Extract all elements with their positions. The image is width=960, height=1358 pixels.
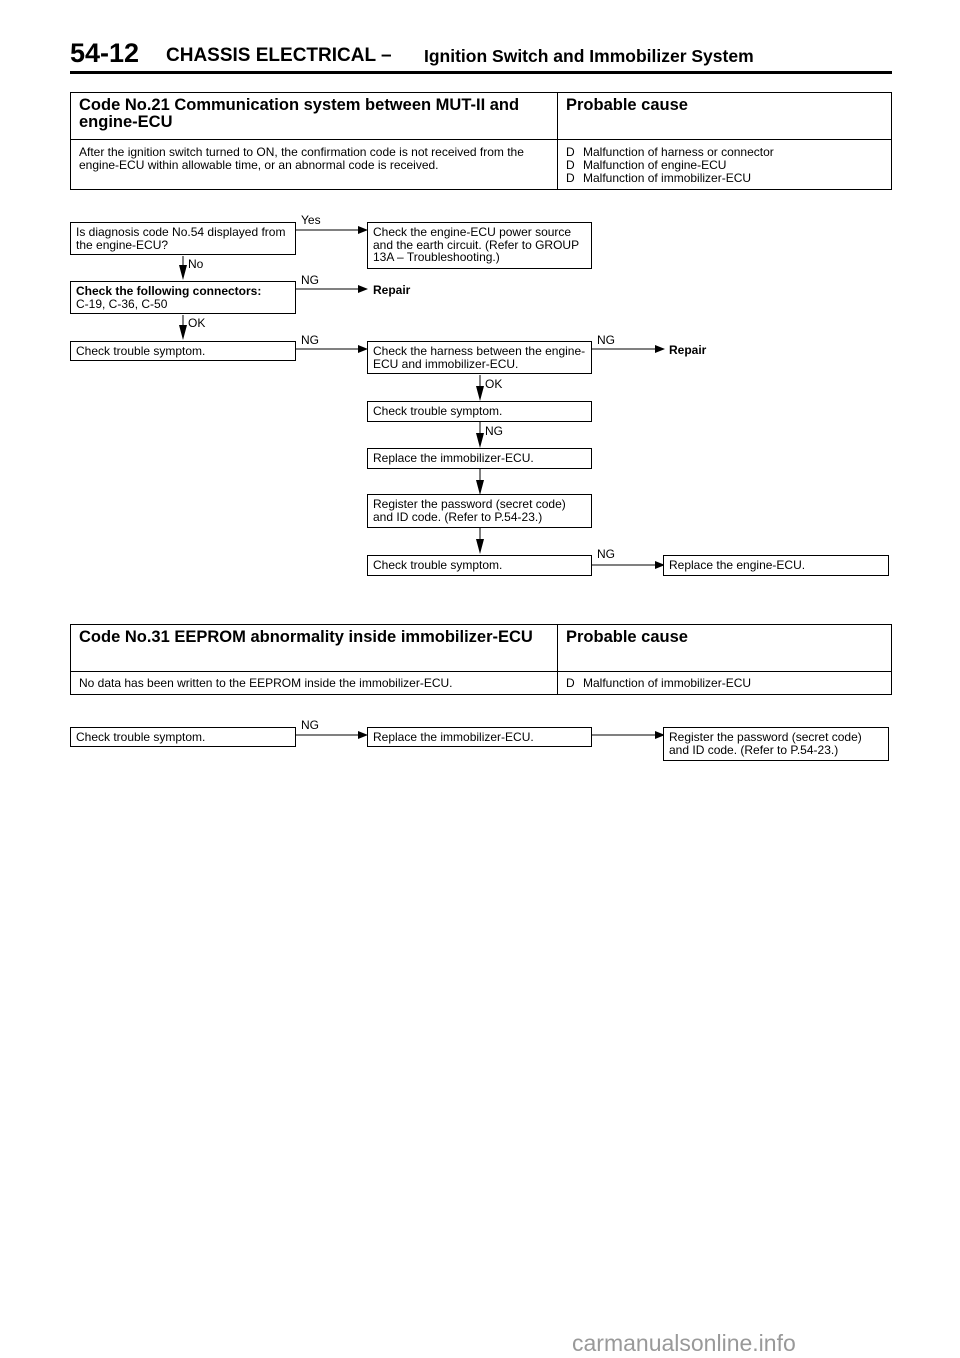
- action-text: Check the harness between the engine-ECU and immobilizer-ECU.: [373, 344, 586, 371]
- label-ok: OK: [188, 316, 206, 330]
- action-text: Check trouble symptom.: [373, 558, 503, 572]
- flow-check-power-source: [367, 222, 592, 269]
- cause-text: Malfunction of immobilizer-ECU: [583, 171, 752, 185]
- action-text: Check trouble symptom.: [373, 404, 503, 418]
- label-ng: NG: [597, 333, 615, 347]
- action-text: Check the engine-ECU power source and the earth circuit. (Refer to GROUP 13A – Troubleshooting.): [373, 225, 579, 264]
- cause-text: Malfunction of immobilizer-ECU: [583, 676, 752, 690]
- flow-check-symptom: [367, 401, 592, 422]
- label-repair: Repair: [373, 283, 411, 297]
- code21-heading: Code No.21 Communication system between MUT-II and engine-ECU: [71, 93, 558, 139]
- bullet-mark: D: [566, 158, 575, 172]
- arrowhead-ok1: [179, 325, 187, 340]
- page-number: 54-12: [70, 38, 140, 68]
- cause-text: Malfunction of engine-ECU: [583, 158, 727, 172]
- cause-item: [566, 677, 883, 690]
- label-ng: NG: [301, 273, 319, 287]
- connectors-list: C-19, C-36, C-50: [76, 296, 168, 311]
- code21-description: After the ignition switch turned to ON, the confirmation code is not received from the engine-ECU within allowable time, or an abnormal code is received.: [71, 140, 558, 189]
- flow-replace-immobilizer: [367, 448, 592, 469]
- arrowhead-no: [179, 265, 187, 280]
- label-ng: NG: [301, 718, 319, 732]
- flow-question-code54: [70, 222, 296, 255]
- bullet-mark: D: [566, 171, 575, 185]
- code31-description: No data has been written to the EEPROM inside the immobilizer-ECU.: [71, 672, 558, 694]
- label-ng: NG: [485, 424, 503, 438]
- action-text: Register the password (secret code) and ID code. (Refer to P.54-23.): [373, 497, 566, 524]
- flow31-check-symptom: [70, 727, 296, 747]
- code31-table: [70, 624, 892, 695]
- label-repair: Repair: [669, 343, 707, 357]
- page-title: CHASSIS ELECTRICAL –: [166, 45, 392, 66]
- question-text: Is diagnosis code No.54 displayed from the engine-ECU?: [76, 225, 286, 252]
- label-ok: OK: [485, 377, 503, 391]
- arrowhead-ok2: [476, 386, 484, 401]
- arrowhead-ng2: [476, 433, 484, 448]
- arrowhead-register: [476, 539, 484, 554]
- arrowhead-replace: [476, 480, 484, 495]
- action-text: Register the password (secret code) and ID code. (Refer to P.54-23.): [669, 730, 862, 757]
- action-text: Check trouble symptom.: [76, 344, 206, 358]
- bullet-mark: D: [566, 676, 575, 690]
- action-text: Check trouble symptom.: [76, 730, 206, 744]
- label-ng: NG: [597, 547, 615, 561]
- code21-cause-heading: Probable cause: [566, 96, 688, 114]
- code31-cause-heading: Probable cause: [566, 628, 688, 646]
- watermark-text: carmanualsonline.info: [572, 1330, 796, 1356]
- label-yes: Yes: [301, 213, 321, 227]
- label-ng: NG: [301, 333, 319, 347]
- connectors-title: Check the following connectors:: [76, 284, 262, 298]
- action-text: Replace the engine-ECU.: [669, 558, 806, 572]
- flow-check-symptom: [70, 341, 296, 361]
- cause-text: Malfunction of harness or connector: [583, 145, 774, 159]
- label-no: No: [188, 257, 204, 271]
- flow31-register-password: [663, 727, 889, 761]
- action-text: Replace the immobilizer-ECU.: [373, 730, 534, 744]
- code31-heading: Code No.31 EEPROM abnormality inside immobilizer-ECU: [71, 625, 558, 671]
- code31-causes: [558, 672, 891, 694]
- flow-register-password: [367, 494, 592, 528]
- action-text: Replace the immobilizer-ECU.: [373, 451, 534, 465]
- page-subtitle: Ignition Switch and Immobilizer System: [424, 46, 754, 66]
- flow-replace-engine-ecu: [663, 555, 889, 576]
- flow-check-connectors: [70, 281, 296, 314]
- flow31-replace-immobilizer: [367, 727, 592, 747]
- flow-check-harness: [367, 341, 592, 374]
- flow-check-symptom: [367, 555, 592, 576]
- bullet-mark: D: [566, 145, 575, 159]
